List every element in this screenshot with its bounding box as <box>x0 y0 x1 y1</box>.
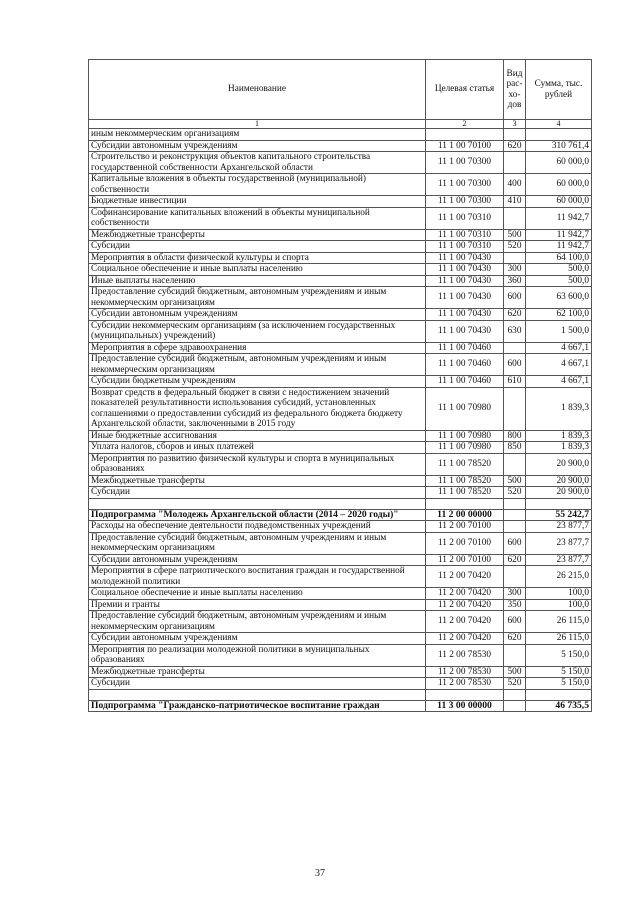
type-cell: 520 <box>504 241 526 253</box>
name-cell: Субсидии <box>89 487 426 499</box>
sum-cell: 60 000,0 <box>526 152 592 174</box>
code-cell: 11 2 00 70420 <box>426 611 504 633</box>
name-cell <box>89 498 426 509</box>
sum-cell: 20 900,0 <box>526 487 592 499</box>
name-cell: Мероприятия по реализации молодежной политики в муниципальных образованиях <box>89 644 426 666</box>
name-cell: Подпрограмма "Гражданско-патриотическое воспитание граждан <box>89 700 426 712</box>
type-cell <box>504 509 526 521</box>
code-cell: 11 3 00 00000 <box>426 700 504 712</box>
code-cell: 11 1 00 70460 <box>426 376 504 388</box>
table-row <box>89 588 592 600</box>
table-row <box>89 152 592 174</box>
table-row <box>89 566 592 588</box>
name-cell: Уплата налогов, сборов и иных платежей <box>89 442 426 454</box>
name-cell: Софинансирование капитальных вложений в объекты муниципальной собственности <box>89 207 426 229</box>
code-cell: 11 1 00 70980 <box>426 430 504 442</box>
name-cell: Премии и гранты <box>89 599 426 611</box>
type-cell <box>504 644 526 666</box>
sum-cell: 500,0 <box>526 264 592 276</box>
name-cell: Возврат средств в федеральный бюджет в связи с недостижением значений показателей результативности использования субсидий, установленных соглашениями о предоставлении субсидий из федерального бюджета бюджету Архангельской области, заключенными в 2015 году <box>89 387 426 430</box>
type-cell: 600 <box>504 532 526 554</box>
name-cell: Субсидии некоммерческим организациям (за исключением государственных (муниципальных) учреждений) <box>89 320 426 342</box>
table-row <box>89 207 592 229</box>
name-cell: Субсидии автономным учреждениям <box>89 554 426 566</box>
code-cell: 11 1 00 70300 <box>426 196 504 208</box>
type-cell: 350 <box>504 599 526 611</box>
code-cell: 11 2 00 00000 <box>426 509 504 521</box>
sum-cell: 20 900,0 <box>526 453 592 475</box>
code-cell: 11 1 00 70430 <box>426 264 504 276</box>
type-cell: 600 <box>504 354 526 376</box>
subprogram-row <box>89 700 592 712</box>
table-row <box>89 554 592 566</box>
spacer-row <box>89 498 592 509</box>
name-cell: Подпрограмма "Молодежь Архангельской области (2014 – 2020 годы)" <box>89 509 426 521</box>
code-cell: 11 1 00 78520 <box>426 475 504 487</box>
sum-cell: 4 667,1 <box>526 354 592 376</box>
sum-cell: 1 839,3 <box>526 430 592 442</box>
code-cell: 11 1 00 70310 <box>426 241 504 253</box>
code-cell <box>426 498 504 509</box>
sum-cell: 26 215,0 <box>526 566 592 588</box>
table-row <box>89 320 592 342</box>
sum-cell: 100,0 <box>526 599 592 611</box>
table-row <box>89 532 592 554</box>
type-cell <box>504 387 526 430</box>
header-name: Наименование <box>89 60 426 120</box>
type-cell <box>504 521 526 533</box>
sum-cell: 500,0 <box>526 275 592 287</box>
code-cell: 11 1 00 70980 <box>426 442 504 454</box>
type-cell: 850 <box>504 442 526 454</box>
code-cell <box>426 129 504 141</box>
name-cell: Мероприятия в сфере здравоохранения <box>89 342 426 354</box>
page-number: 37 <box>315 868 325 879</box>
name-cell: Предоставление субсидий бюджетным, автономным учреждениям и иным некоммерческим организациям <box>89 354 426 376</box>
type-cell <box>504 252 526 264</box>
type-cell <box>504 498 526 509</box>
code-cell <box>426 689 504 700</box>
sum-cell: 23 877,7 <box>526 554 592 566</box>
code-cell: 11 2 00 78530 <box>426 666 504 678</box>
name-cell: Расходы на обеспечение деятельности подведомственных учреждений <box>89 521 426 533</box>
name-cell: Субсидии автономным учреждениям <box>89 140 426 152</box>
type-cell <box>504 342 526 354</box>
table-row <box>89 611 592 633</box>
table-body <box>89 129 592 712</box>
code-cell: 11 1 00 70430 <box>426 275 504 287</box>
table-row <box>89 678 592 690</box>
type-cell: 620 <box>504 140 526 152</box>
type-cell <box>504 453 526 475</box>
type-cell <box>504 700 526 712</box>
type-cell: 610 <box>504 376 526 388</box>
type-cell <box>504 566 526 588</box>
sum-cell <box>526 129 592 141</box>
name-cell: Субсидии автономным учреждениям <box>89 633 426 645</box>
code-cell: 11 2 00 70100 <box>426 532 504 554</box>
type-cell: 600 <box>504 287 526 309</box>
type-cell: 800 <box>504 430 526 442</box>
column-number: 4 <box>526 120 592 129</box>
sum-cell: 11 942,7 <box>526 207 592 229</box>
code-cell: 11 1 00 70460 <box>426 354 504 376</box>
spacer-row <box>89 689 592 700</box>
sum-cell: 4 667,1 <box>526 342 592 354</box>
type-cell <box>504 689 526 700</box>
sum-cell: 23 877,7 <box>526 521 592 533</box>
type-cell: 620 <box>504 554 526 566</box>
sum-cell: 20 900,0 <box>526 475 592 487</box>
sum-cell: 100,0 <box>526 588 592 600</box>
sum-cell: 310 761,4 <box>526 140 592 152</box>
sum-cell: 60 000,0 <box>526 196 592 208</box>
sum-cell <box>526 498 592 509</box>
sum-cell: 46 735,5 <box>526 700 592 712</box>
sum-cell: 26 115,0 <box>526 633 592 645</box>
name-cell: Мероприятия по развитию физической культуры и спорта в муниципальных образованиях <box>89 453 426 475</box>
table-row <box>89 376 592 388</box>
sum-cell: 5 150,0 <box>526 666 592 678</box>
name-cell: Субсидии бюджетным учреждениям <box>89 376 426 388</box>
table-row <box>89 599 592 611</box>
table-row <box>89 241 592 253</box>
code-cell: 11 2 00 70420 <box>426 588 504 600</box>
name-cell: Иные выплаты населению <box>89 275 426 287</box>
table-header <box>89 60 592 129</box>
table-row <box>89 129 592 141</box>
sum-cell: 55 242,7 <box>526 509 592 521</box>
sum-cell: 23 877,7 <box>526 532 592 554</box>
header-type: Вид рас-хо-дов <box>504 60 526 120</box>
code-cell: 11 1 00 70430 <box>426 287 504 309</box>
table-row <box>89 475 592 487</box>
table-row <box>89 644 592 666</box>
type-cell <box>504 207 526 229</box>
code-cell: 11 1 00 70430 <box>426 320 504 342</box>
code-cell: 11 1 00 70100 <box>426 140 504 152</box>
type-cell: 300 <box>504 588 526 600</box>
type-cell: 520 <box>504 487 526 499</box>
table-row <box>89 633 592 645</box>
sum-cell: 60 000,0 <box>526 174 592 196</box>
code-cell: 11 2 00 78530 <box>426 678 504 690</box>
table-row <box>89 342 592 354</box>
sum-cell: 11 942,7 <box>526 241 592 253</box>
code-cell: 11 1 00 70300 <box>426 174 504 196</box>
type-cell: 410 <box>504 196 526 208</box>
type-cell: 500 <box>504 229 526 241</box>
type-cell: 520 <box>504 678 526 690</box>
code-cell: 11 1 00 78520 <box>426 487 504 499</box>
name-cell: Иные бюджетные ассигнования <box>89 430 426 442</box>
code-cell: 11 1 00 70310 <box>426 229 504 241</box>
name-cell <box>89 689 426 700</box>
name-cell: Мероприятия в области физической культуры и спорта <box>89 252 426 264</box>
sum-cell: 64 100,0 <box>526 252 592 264</box>
table-row <box>89 487 592 499</box>
sum-cell: 5 150,0 <box>526 644 592 666</box>
code-cell: 11 2 00 78530 <box>426 644 504 666</box>
table-row <box>89 666 592 678</box>
code-cell: 11 1 00 70460 <box>426 342 504 354</box>
table-row <box>89 430 592 442</box>
code-cell: 11 1 00 70310 <box>426 207 504 229</box>
budget-table <box>88 59 592 712</box>
name-cell: Капитальные вложения в объекты государственной (муниципальной) собственности <box>89 174 426 196</box>
type-cell: 300 <box>504 264 526 276</box>
sum-cell: 1 839,3 <box>526 442 592 454</box>
table-row <box>89 354 592 376</box>
table-row <box>89 252 592 264</box>
table-row <box>89 229 592 241</box>
subprogram-row <box>89 509 592 521</box>
column-number: 2 <box>426 120 504 129</box>
name-cell: Межбюджетные трансферты <box>89 475 426 487</box>
type-cell: 500 <box>504 666 526 678</box>
column-numbers-row <box>89 120 592 129</box>
column-number: 3 <box>504 120 526 129</box>
name-cell: Субсидии <box>89 678 426 690</box>
name-cell: Субсидии <box>89 241 426 253</box>
table-row <box>89 275 592 287</box>
type-cell: 620 <box>504 309 526 321</box>
name-cell: Предоставление субсидий бюджетным, автономным учреждениям и иным некоммерческим организациям <box>89 532 426 554</box>
header-code: Целевая статья <box>426 60 504 120</box>
table-row <box>89 264 592 276</box>
name-cell: Бюджетные инвестиции <box>89 196 426 208</box>
code-cell: 11 2 00 70420 <box>426 566 504 588</box>
type-cell: 360 <box>504 275 526 287</box>
sum-cell: 1 839,3 <box>526 387 592 430</box>
table-row <box>89 174 592 196</box>
table-row <box>89 140 592 152</box>
name-cell: иным некоммерческим организациям <box>89 129 426 141</box>
code-cell: 11 2 00 70420 <box>426 633 504 645</box>
sum-cell: 63 600,0 <box>526 287 592 309</box>
code-cell: 11 1 00 70980 <box>426 387 504 430</box>
sum-cell: 26 115,0 <box>526 611 592 633</box>
sum-cell: 5 150,0 <box>526 678 592 690</box>
table-row <box>89 387 592 430</box>
type-cell: 400 <box>504 174 526 196</box>
sum-cell: 1 500,0 <box>526 320 592 342</box>
sum-cell <box>526 689 592 700</box>
name-cell: Межбюджетные трансферты <box>89 666 426 678</box>
column-number: 1 <box>89 120 426 129</box>
name-cell: Мероприятия в сфере патриотического воспитания граждан и государственной молодежной политики <box>89 566 426 588</box>
table-row <box>89 309 592 321</box>
type-cell: 600 <box>504 611 526 633</box>
code-cell: 11 1 00 70430 <box>426 309 504 321</box>
name-cell: Строительство и реконструкция объектов капитального строительства государственной собственности Архангельской области <box>89 152 426 174</box>
type-cell: 620 <box>504 633 526 645</box>
sum-cell: 4 667,1 <box>526 376 592 388</box>
table-row <box>89 521 592 533</box>
name-cell: Предоставление субсидий бюджетным, автономным учреждениям и иным некоммерческим организациям <box>89 287 426 309</box>
name-cell: Социальное обеспечение и иные выплаты населению <box>89 264 426 276</box>
code-cell: 11 2 00 70420 <box>426 599 504 611</box>
type-cell: 500 <box>504 475 526 487</box>
sum-cell: 62 100,0 <box>526 309 592 321</box>
table-row <box>89 287 592 309</box>
name-cell: Социальное обеспечение и иные выплаты населению <box>89 588 426 600</box>
table-row <box>89 453 592 475</box>
name-cell: Предоставление субсидий бюджетным, автономным учреждениям и иным некоммерческим организациям <box>89 611 426 633</box>
header-sum: Сумма, тыс. рублей <box>526 60 592 120</box>
code-cell: 11 1 00 78520 <box>426 453 504 475</box>
code-cell: 11 2 00 70100 <box>426 554 504 566</box>
code-cell: 11 1 00 70430 <box>426 252 504 264</box>
name-cell: Межбюджетные трансферты <box>89 229 426 241</box>
name-cell: Субсидии автономным учреждениям <box>89 309 426 321</box>
type-cell: 630 <box>504 320 526 342</box>
type-cell <box>504 152 526 174</box>
code-cell: 11 1 00 70300 <box>426 152 504 174</box>
table-row <box>89 196 592 208</box>
type-cell <box>504 129 526 141</box>
table-row <box>89 442 592 454</box>
sum-cell: 11 942,7 <box>526 229 592 241</box>
code-cell: 11 2 00 70100 <box>426 521 504 533</box>
